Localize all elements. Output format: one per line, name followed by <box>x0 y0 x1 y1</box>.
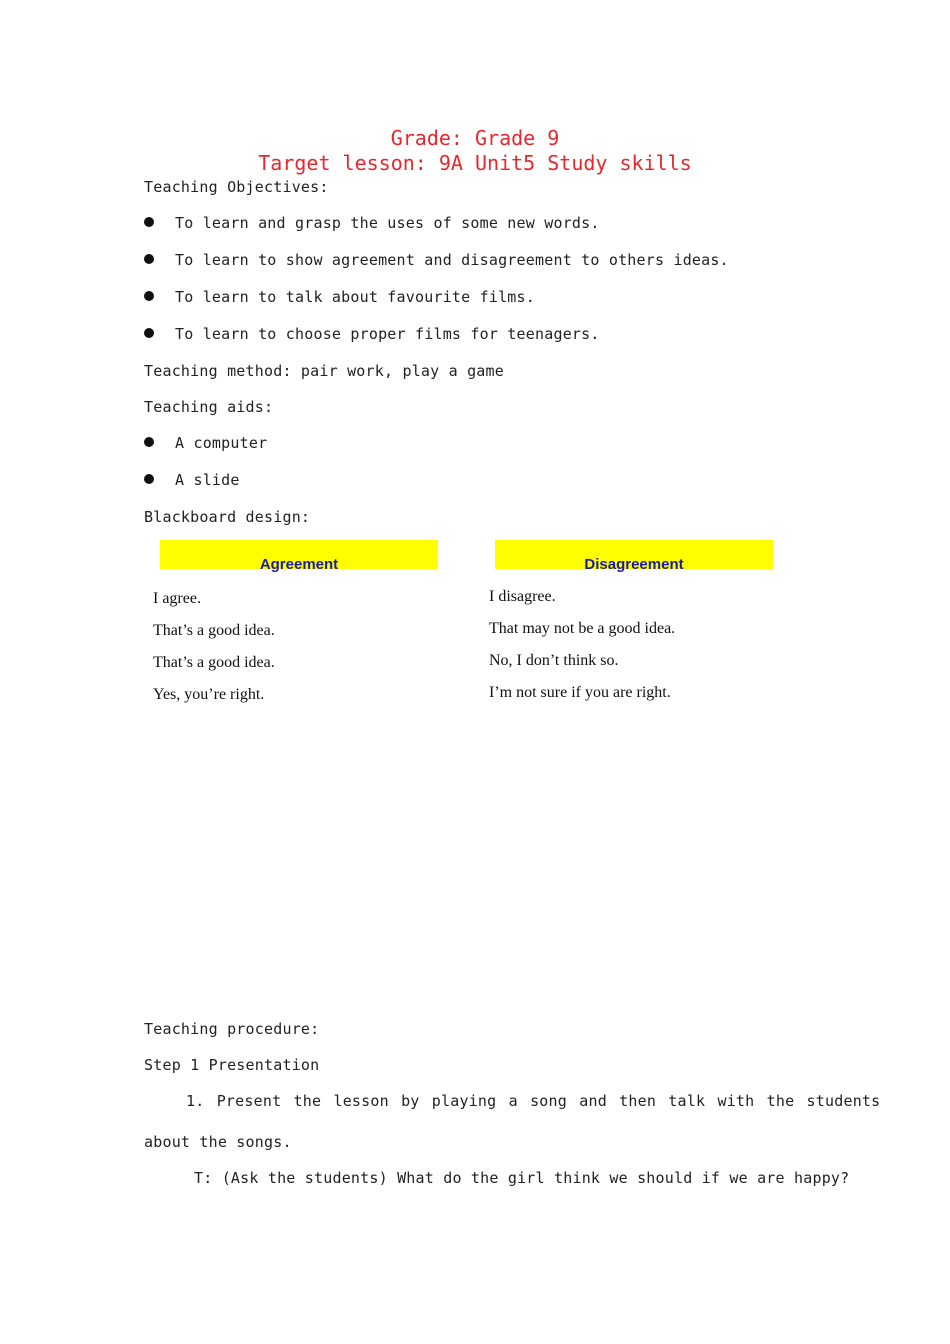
objective-item: To learn to show agreement and disagreement to others ideas. <box>144 251 729 269</box>
agreement-phrase: I agree. <box>153 590 201 607</box>
target-lesson-title: Target lesson: 9A Unit5 Study skills <box>258 151 692 175</box>
bullet-icon <box>144 437 154 447</box>
agreement-phrase: That’s a good idea. <box>153 622 275 639</box>
procedure-item-continued: about the songs. <box>144 1133 292 1151</box>
procedure-heading: Teaching procedure: <box>144 1020 320 1038</box>
objective-item: To learn to choose proper films for teenagers. <box>144 325 600 343</box>
aid-item: A computer <box>144 434 267 452</box>
objective-item: To learn to talk about favourite films. <box>144 288 535 306</box>
disagreement-phrase: I disagree. <box>489 588 556 605</box>
objective-item: To learn and grasp the uses of some new words. <box>144 214 600 232</box>
bullet-icon <box>144 328 154 338</box>
bullet-icon <box>144 254 154 264</box>
objectives-heading: Teaching Objectives: <box>144 178 329 196</box>
bullet-icon <box>144 291 154 301</box>
disagreement-phrase: That may not be a good idea. <box>489 620 676 637</box>
agreement-header: Agreement <box>160 540 438 569</box>
agreement-phrase: That’s a good idea. <box>153 654 275 671</box>
teaching-method: Teaching method: pair work, play a game <box>144 362 504 380</box>
disagreement-phrase: I’m not sure if you are right. <box>489 684 671 701</box>
procedure-item: 1. Present the lesson by playing a song and then talk with the students <box>186 1092 881 1110</box>
aid-item: A slide <box>144 471 240 489</box>
disagreement-phrase: No, I don’t think so. <box>489 652 619 669</box>
bullet-icon <box>144 217 154 227</box>
disagreement-header: Disagreement <box>495 540 773 569</box>
step-heading: Step 1 Presentation <box>144 1056 320 1074</box>
aids-heading: Teaching aids: <box>144 398 274 416</box>
teacher-question: T: (Ask the students) What do the girl think we should if we are happy? <box>194 1169 850 1187</box>
agreement-phrase: Yes, you’re right. <box>153 686 265 703</box>
grade-title: Grade: Grade 9 <box>390 126 560 150</box>
bullet-icon <box>144 474 154 484</box>
blackboard-heading: Blackboard design: <box>144 508 311 526</box>
